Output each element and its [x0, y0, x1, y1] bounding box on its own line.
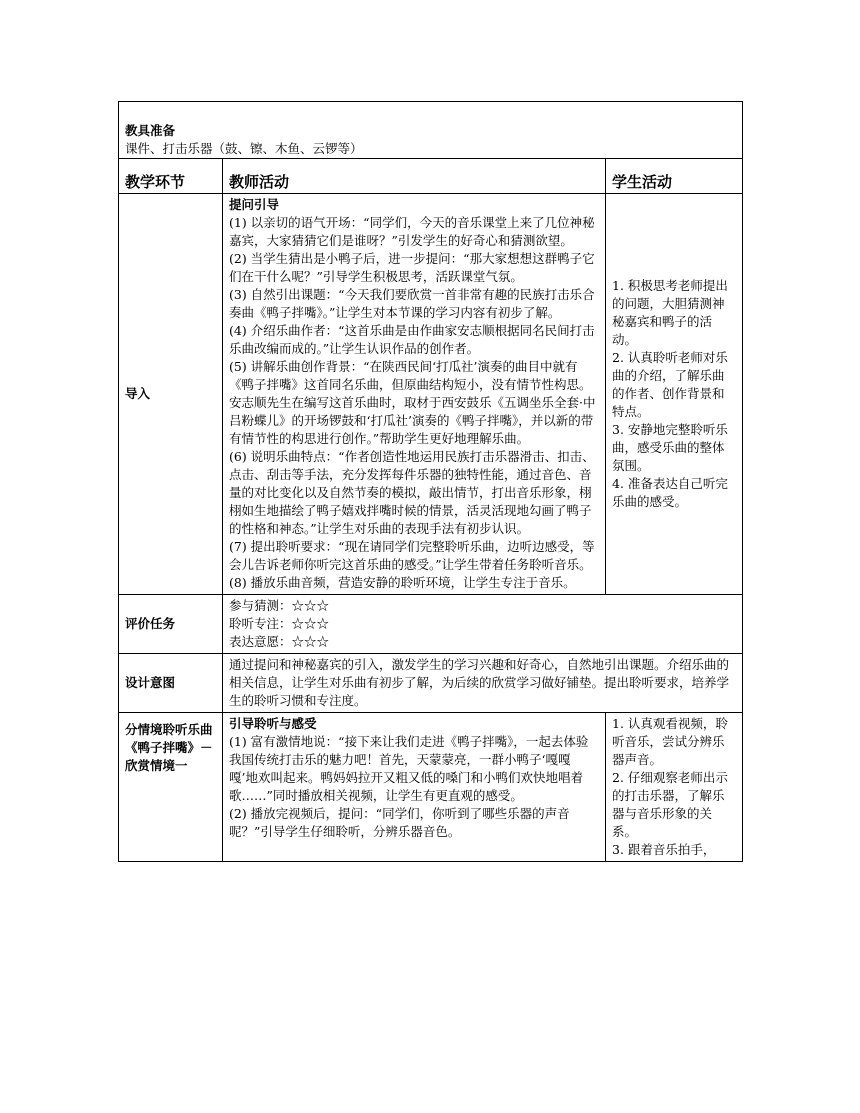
- intro-item-1: (1) 以亲切的语气开场：“同学们，今天的音乐课堂上来了几位神秘嘉宾，大家猜猜它们是谁呀？”引发学生的好奇心和猜测欲望。: [229, 215, 595, 248]
- evaluation-item-1: 参与猜测：☆☆☆: [229, 598, 330, 613]
- intro-item-5: (5) 讲解乐曲创作背景：“在陕西民间‘打瓜社’演奏的曲目中就有《鸭子拌嘴》这首同名乐曲，但原曲结构短小，没有情节性构思。安志顺先生在编写这首乐曲时，取材于西安鼓乐《五调坐乐全套·中吕粉蝶儿》的开场锣鼓和‘打瓜社’演奏的《鸭子拌嘴》，并以新的带有情节性的构思进行创作。”帮助学生更好地理解乐曲。: [229, 359, 596, 446]
- design-content: 通过提问和神秘嘉宾的引入，激发学生的学习兴趣和好奇心，自然地引出课题。介绍乐曲的相关信息，让学生对乐曲有初步了解，为后续的欣赏学习做好铺垫。提出聆听要求，培养学生的聆听习惯和专注度。: [223, 654, 743, 713]
- scene1-student: [606, 713, 743, 862]
- intro-item-7: (7) 提出聆听要求：“现在请同学们完整聆听乐曲，边听边感受，等会儿告诉老师你听完这首乐曲的感受。”让学生带着任务聆听音乐。: [229, 539, 595, 572]
- header-teacher: 教师活动: [223, 159, 606, 194]
- scene1-title: 引导聆听与感受: [229, 716, 317, 731]
- evaluation-item-2: 聆听专注：☆☆☆: [229, 616, 330, 631]
- intro-student-2: 2. 认真聆听老师对乐曲的介绍，了解乐曲的作者、创作背景和特点。: [612, 350, 728, 419]
- intro-item-2: (2) 当学生猜出是小鸭子后，进一步提问：“那大家想想这群鸭子它们在干什么呢？”引导学生积极思考，活跃课堂气氛。: [229, 251, 595, 284]
- intro-item-3: (3) 自然引出课题：“今天我们要欣赏一首非常有趣的民族打击乐合奏曲《鸭子拌嘴》。”让学生对本节课的学习内容有初步了解。: [229, 287, 595, 320]
- prep-content: 课件、打击乐器（鼓、镲、木鱼、云锣等）: [125, 141, 363, 156]
- intro-student: [606, 194, 743, 595]
- intro-student-3: 3. 安静地完整聆听乐曲，感受乐曲的整体氛围。: [612, 422, 728, 473]
- prep-row: [119, 102, 743, 159]
- scene1-student-1: 1. 认真观看视频，聆听音乐，尝试分辨乐器声音。: [612, 716, 728, 767]
- lesson-plan: [118, 101, 742, 862]
- intro-teacher: [223, 194, 606, 595]
- intro-student-4: 4. 准备表达自己听完乐曲的感受。: [612, 476, 728, 509]
- scene1-student-2: 2. 仔细观察老师出示的打击乐器，了解乐器与音乐形象的关系。: [612, 770, 728, 839]
- intro-student-1: 1. 积极思考老师提出的问题，大胆猜测神秘嘉宾和鸭子的活动。: [612, 278, 728, 347]
- intro-row: [119, 194, 743, 595]
- design-row: [119, 654, 743, 713]
- design-stage: 设计意图: [119, 654, 223, 713]
- intro-item-4: (4) 介绍乐曲作者：“这首乐曲是由作曲家安志顺根据同名民间打击乐曲改编而成的。”让学生认识作品的创作者。: [229, 323, 595, 356]
- scene1-student-3: 3. 跟着音乐拍手，: [612, 842, 716, 857]
- evaluation-item-3: 表达意愿：☆☆☆: [229, 634, 330, 649]
- intro-title: 提问引导: [229, 197, 280, 212]
- scene1-stage: 分情境聆听乐曲《鸭子拌嘴》－欣赏情境一: [119, 713, 223, 862]
- header-student: 学生活动: [606, 159, 743, 194]
- scene1-item-1: (1) 富有激情地说：“接下来让我们走进《鸭子拌嘴》，一起去体验我国传统打击乐的魅力吧！首先，天蒙蒙亮，一群小鸭子‘嘎嘎嘎’地欢叫起来。鸭妈妈拉开又粗又低的嗓门和小鸭们欢快地唱着歌……”同时播放相关视频，让学生有更直观的感受。: [229, 734, 589, 803]
- header-row: [119, 159, 743, 194]
- scene1-row: [119, 713, 743, 862]
- evaluation-cell: [223, 595, 743, 654]
- lesson-table: [118, 101, 743, 862]
- intro-item-8: (8) 播放乐曲音频，营造安静的聆听环境，让学生专注于音乐。: [229, 575, 576, 590]
- header-stage: 教学环节: [119, 159, 223, 194]
- evaluation-stage: 评价任务: [119, 595, 223, 654]
- intro-item-6: (6) 说明乐曲特点：“作者创造性地运用民族打击乐器滑击、扣击、点击、刮击等手法，充分发挥每件乐器的独特性能，通过音色、音量的对比变化以及自然节奏的模拟，敲出情节，打出音乐形象，栩栩如生地描绘了鸭子嬉戏拌嘴时候的情景，活灵活现地勾画了鸭子的性格和神态。”让学生对乐曲的表现手法有初步认识。: [229, 449, 595, 536]
- intro-stage: 导入: [119, 194, 223, 595]
- prep-cell: [119, 102, 743, 159]
- scene1-teacher: [223, 713, 606, 862]
- prep-title: 教具准备: [125, 123, 176, 138]
- evaluation-row: [119, 595, 743, 654]
- scene1-item-2: (2) 播放完视频后，提问：“同学们，你听到了哪些乐器的声音呢？”引导学生仔细聆听，分辨乐器音色。: [229, 806, 570, 839]
